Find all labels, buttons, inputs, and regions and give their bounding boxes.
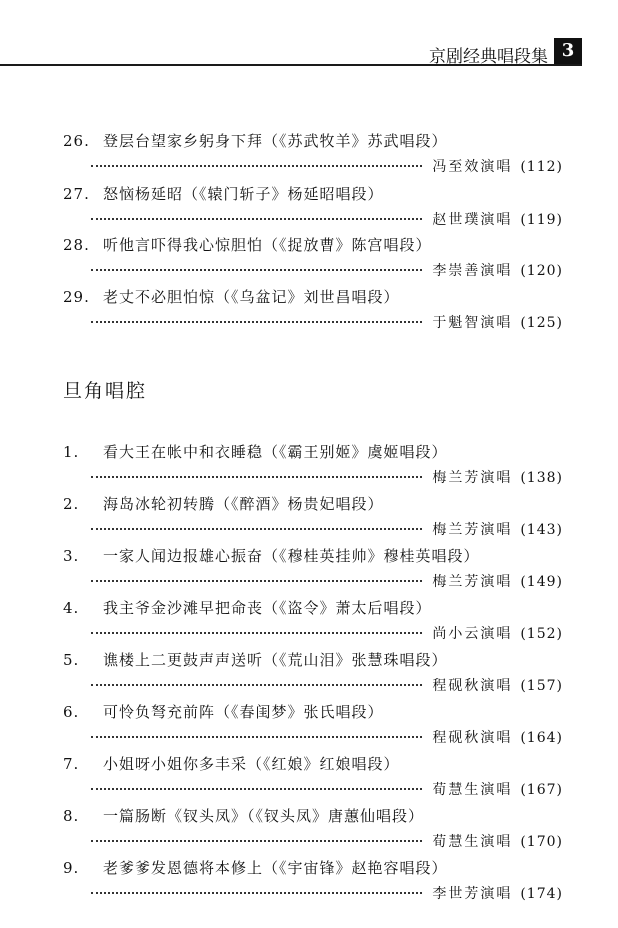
- toc-entry: [63, 545, 563, 595]
- entry-meta-line: [63, 312, 563, 336]
- entry-title: 小姐呀小姐你多丰采（《红娘》红娘唱段）: [103, 755, 400, 773]
- entry-page: (174): [520, 886, 563, 902]
- toc-entry: [63, 493, 563, 543]
- toc-entry: [63, 649, 563, 699]
- entry-page: (152): [520, 626, 563, 642]
- entry-performer: 李世芳演唱: [432, 886, 513, 902]
- entry-meta-line: [63, 883, 563, 907]
- dot-leader: [91, 840, 422, 842]
- entry-title-line: [63, 286, 563, 310]
- entry-title: 老丈不必胆怕惊（《乌盆记》刘世昌唱段）: [103, 288, 400, 306]
- entry-meta-line: [63, 260, 563, 284]
- entry-title: 登层台望家乡躬身下拜（《苏武牧羊》苏武唱段）: [103, 132, 448, 150]
- dot-leader: [91, 892, 422, 894]
- entry-page: (112): [520, 159, 563, 175]
- book-title: 京剧经典唱段集: [429, 47, 548, 67]
- entry-title: 我主爷金沙滩早把命丧（《盗令》萧太后唱段）: [103, 599, 432, 617]
- entry-page: (167): [520, 782, 563, 798]
- entry-meta-line: [63, 209, 563, 233]
- entry-number: 1.: [63, 443, 80, 461]
- entry-performer: 程砚秋演唱: [432, 730, 513, 746]
- entry-number: 8.: [63, 807, 80, 825]
- entry-performer: 冯至效演唱: [432, 159, 513, 175]
- entry-title-line: [63, 545, 563, 569]
- entry-number: 3.: [63, 547, 80, 565]
- entry-number: 27.: [63, 185, 90, 203]
- entry-title: 谯楼上二更鼓声声送听（《荒山泪》张慧珠唱段）: [103, 651, 448, 669]
- entry-title-line: [63, 183, 563, 207]
- entry-performer: 李崇善演唱: [432, 263, 513, 279]
- entry-page: (119): [520, 212, 563, 228]
- entry-number: 28.: [63, 236, 90, 254]
- page-number: 3: [554, 38, 582, 64]
- entry-page: (149): [520, 574, 563, 590]
- entry-meta-line: [63, 779, 563, 803]
- entry-title-line: [63, 857, 563, 881]
- entry-title-line: [63, 130, 563, 154]
- section-heading: 旦角唱腔: [63, 380, 148, 402]
- dot-leader: [91, 632, 422, 634]
- entry-page: (164): [520, 730, 563, 746]
- entry-title-line: [63, 597, 563, 621]
- entry-page: (138): [520, 470, 563, 486]
- entry-title-line: [63, 649, 563, 673]
- entry-performer: 荀慧生演唱: [432, 834, 513, 850]
- dot-leader: [91, 736, 422, 738]
- dot-leader: [91, 165, 422, 167]
- toc-entry: [63, 753, 563, 803]
- entry-number: 26.: [63, 132, 90, 150]
- entry-number: 29.: [63, 288, 90, 306]
- entry-page: (157): [520, 678, 563, 694]
- entry-performer: 于魁智演唱: [432, 315, 513, 331]
- entry-performer: 梅兰芳演唱: [432, 522, 513, 538]
- entry-meta-line: [63, 467, 563, 491]
- dot-leader: [91, 684, 422, 686]
- entry-meta-line: [63, 623, 563, 647]
- entry-performer: 梅兰芳演唱: [432, 470, 513, 486]
- toc-entry: [63, 805, 563, 855]
- entry-performer: 梅兰芳演唱: [432, 574, 513, 590]
- entry-performer: 荀慧生演唱: [432, 782, 513, 798]
- dot-leader: [91, 528, 422, 530]
- toc-entry: [63, 441, 563, 491]
- toc-entry: [63, 286, 563, 336]
- entry-meta-line: [63, 727, 563, 751]
- entry-meta-line: [63, 831, 563, 855]
- entry-title: 听他言吓得我心惊胆怕（《捉放曹》陈宫唱段）: [103, 236, 432, 254]
- entry-title-line: [63, 701, 563, 725]
- entry-title-line: [63, 805, 563, 829]
- toc-entry: [63, 857, 563, 907]
- entry-meta-line: [63, 675, 563, 699]
- entry-performer: 赵世璞演唱: [432, 212, 513, 228]
- entry-number: 6.: [63, 703, 80, 721]
- entry-title-line: [63, 493, 563, 517]
- entry-page: (120): [520, 263, 563, 279]
- dot-leader: [91, 476, 422, 478]
- entry-title: 怒恼杨延昭（《辕门斩子》杨延昭唱段）: [103, 185, 384, 203]
- entry-title-line: [63, 441, 563, 465]
- entry-title: 可怜负弩充前阵（《春闺梦》张氏唱段）: [103, 703, 384, 721]
- entry-title: 一家人闻边报雄心振奋（《穆桂英挂帅》穆桂英唱段）: [103, 547, 480, 565]
- entry-title-line: [63, 753, 563, 777]
- entry-meta-line: [63, 519, 563, 543]
- toc-entry: [63, 234, 563, 284]
- entry-number: 2.: [63, 495, 80, 513]
- toc-entry: [63, 130, 563, 180]
- entry-title: 一篇肠断《钗头凤》（《钗头凤》唐蕙仙唱段）: [103, 807, 425, 825]
- entry-number: 5.: [63, 651, 80, 669]
- entry-number: 9.: [63, 859, 80, 877]
- toc-entry: [63, 183, 563, 233]
- entry-title: 看大王在帐中和衣睡稳（《霸王别姬》虞姬唱段）: [103, 443, 448, 461]
- header-rule: [0, 64, 582, 66]
- entry-meta-line: [63, 156, 563, 180]
- entry-number: 4.: [63, 599, 80, 617]
- dot-leader: [91, 321, 422, 323]
- toc-entry: [63, 597, 563, 647]
- entry-page: (125): [520, 315, 563, 331]
- toc-entry: [63, 701, 563, 751]
- entry-performer: 程砚秋演唱: [432, 678, 513, 694]
- dot-leader: [91, 580, 422, 582]
- entry-title: 老爹爹发恩德将本修上（《宇宙锋》赵艳容唱段）: [103, 859, 448, 877]
- entry-performer: 尚小云演唱: [432, 626, 513, 642]
- dot-leader: [91, 269, 422, 271]
- entry-page: (143): [520, 522, 563, 538]
- running-header: [0, 36, 582, 66]
- entry-meta-line: [63, 571, 563, 595]
- dot-leader: [91, 788, 422, 790]
- entry-title: 海岛冰轮初转腾（《醉酒》杨贵妃唱段）: [103, 495, 384, 513]
- dot-leader: [91, 218, 422, 220]
- entry-title-line: [63, 234, 563, 258]
- entry-page: (170): [520, 834, 563, 850]
- entry-number: 7.: [63, 755, 80, 773]
